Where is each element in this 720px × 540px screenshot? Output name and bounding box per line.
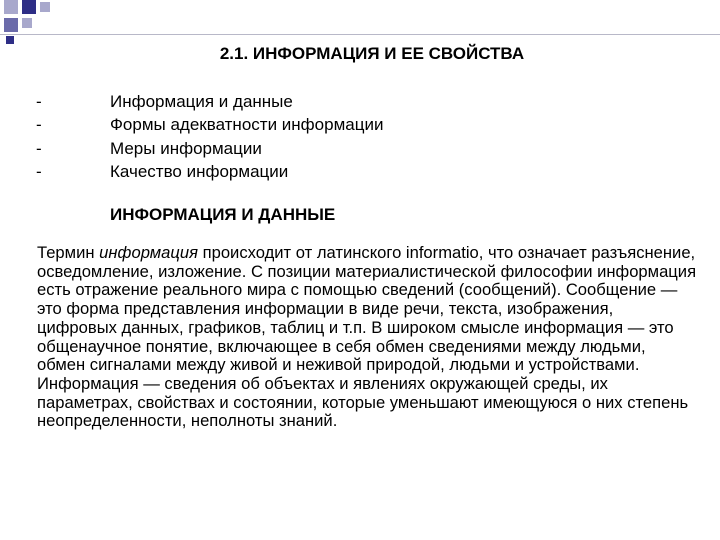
deco-square	[22, 18, 32, 28]
deco-square	[40, 2, 50, 12]
slide-title	[0, 44, 720, 64]
section-heading: ИНФОРМАЦИЯ И ДАННЫЕ	[110, 205, 336, 224]
term-emphasis: информация	[99, 243, 198, 262]
topic-label: Формы адекватности информации	[110, 115, 384, 135]
paragraph-text: происходит от латинского informatio, что означает разъяснение, осведомление, изложение. С позиции материалистической философии информация есть отражение реального мира с помощью сведений (сообщений). Сообщение — это форма представления информации в виде речи, текста, изображения, цифровых данных, графиков, таблиц и т.п. В широком смысле информация — это общенаучное понятие, включающее в себя обмен сведениями между людьми, обмен сигналами между живой и неживой природой, людьми и устройствами.	[37, 243, 697, 375]
deco-square	[4, 18, 18, 32]
topic-bullet: -	[36, 115, 42, 135]
topic-label: Качество информации	[110, 162, 289, 182]
topic-label: Информация и данные	[110, 91, 293, 111]
topic-bullet: -	[36, 91, 42, 111]
topic-item	[36, 161, 383, 185]
header-rule	[0, 34, 720, 35]
deco-square	[4, 0, 18, 14]
topic-item	[36, 137, 383, 161]
topic-item	[36, 114, 383, 138]
body-text	[37, 244, 697, 431]
slide-title-text: 2.1. ИНФОРМАЦИЯ И ЕЕ СВОЙСТВА	[219, 44, 525, 63]
topic-list	[36, 90, 383, 184]
topic-bullet: -	[36, 162, 42, 182]
topic-bullet: -	[36, 138, 42, 158]
paragraph-information: Информация — сведения об объектах и явлениях окружающей среды, их параметрах, свойствах и состоянии, которые уменьшают имеющуюся о них степень неопределенности, неполноты знаний.	[37, 373, 689, 431]
topic-label: Меры информации	[110, 138, 262, 158]
deco-square	[6, 36, 14, 44]
paragraph-text: Термин	[37, 243, 100, 262]
topic-item	[36, 90, 383, 114]
deco-square	[22, 0, 36, 14]
paragraph-definition	[37, 244, 697, 375]
